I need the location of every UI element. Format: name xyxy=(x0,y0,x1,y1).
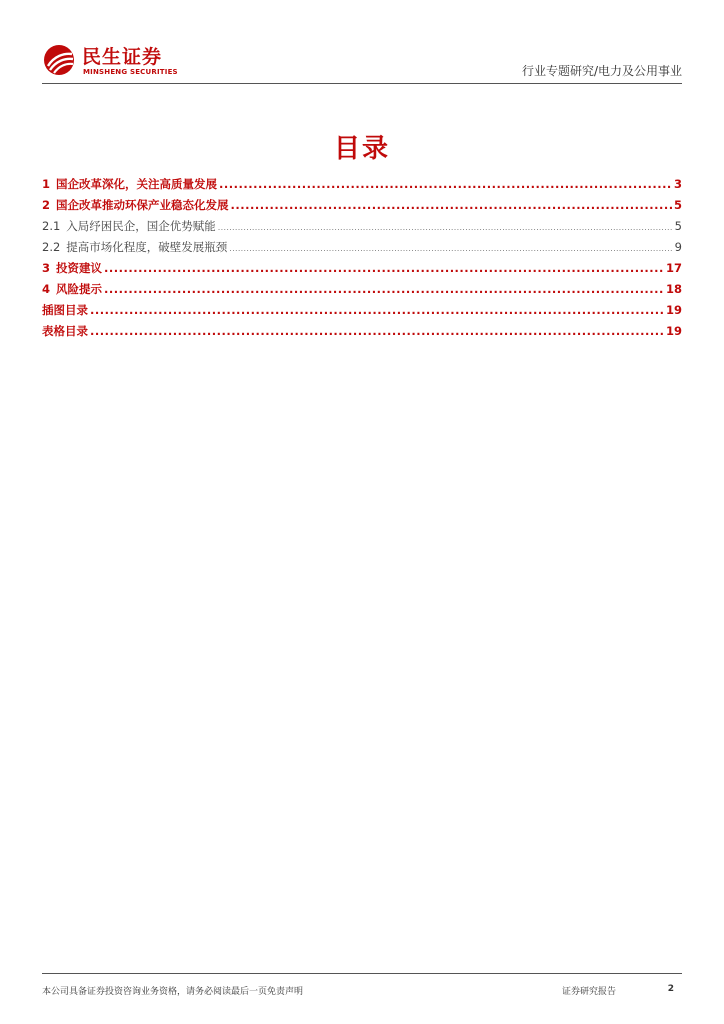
toc-entry-number: 1 xyxy=(42,177,51,191)
toc-entry-page: 19 xyxy=(665,303,682,317)
toc-entry[interactable] xyxy=(42,239,682,260)
toc-title: 目录 xyxy=(333,134,390,164)
brand-name-en: MINSHENG SECURITIES xyxy=(83,68,178,76)
page-header xyxy=(42,38,682,84)
toc-entry-label: 插图目录 xyxy=(42,303,88,317)
toc-entry-page: 19 xyxy=(665,324,682,338)
toc-entry-label: 入局纾困民企，国企优势赋能 xyxy=(66,219,216,233)
footer-report-type: 证券研究报告 xyxy=(562,987,617,997)
toc-entry-label: 国企改革深化，关注高质量发展 xyxy=(56,177,218,191)
toc-entry[interactable] xyxy=(42,218,682,239)
toc-entry-number: 2.2 xyxy=(42,240,61,254)
toc-entry[interactable] xyxy=(42,302,682,323)
toc-dot-leader xyxy=(229,240,672,254)
toc-entry[interactable] xyxy=(42,260,682,281)
footer-divider xyxy=(42,973,682,974)
report-category: 行业专题研究/电力及公用事业 xyxy=(521,64,682,78)
toc-entry-number: 3 xyxy=(42,261,51,275)
toc-entry[interactable] xyxy=(42,197,682,218)
toc-entry-label: 风险提示 xyxy=(56,282,103,296)
toc-entry-page: 5 xyxy=(673,198,682,212)
toc-entry-page: 18 xyxy=(665,282,682,296)
toc-dot-leader xyxy=(90,303,664,317)
toc-entry-page: 17 xyxy=(665,261,682,275)
toc-entry-number: 2 xyxy=(42,198,51,212)
page-number: 2 xyxy=(667,984,674,994)
toc-entry[interactable] xyxy=(42,281,682,302)
toc-dot-leader xyxy=(104,282,664,296)
toc-entry-label: 表格目录 xyxy=(42,324,88,338)
toc-entry-page: 5 xyxy=(674,219,682,233)
minsheng-logo-icon xyxy=(42,44,76,76)
toc-entry-label: 投资建议 xyxy=(56,261,103,275)
toc-entry-page: 9 xyxy=(674,240,682,254)
toc-entry-page: 3 xyxy=(673,177,682,191)
toc-entry-number: 2.1 xyxy=(42,219,61,233)
toc-dot-leader xyxy=(104,261,664,275)
toc-dot-leader xyxy=(218,219,673,233)
minsheng-logo xyxy=(42,40,192,80)
toc-entry-number: 4 xyxy=(42,282,51,296)
toc-dot-leader xyxy=(231,198,672,212)
toc-entry[interactable] xyxy=(42,176,682,197)
toc-entry[interactable] xyxy=(42,323,682,344)
footer-disclaimer: 本公司具备证券投资咨询业务资格，请务必阅读最后一页免责声明 xyxy=(42,987,304,997)
toc-dot-leader xyxy=(90,324,664,338)
toc-dot-leader xyxy=(219,177,672,191)
header-divider xyxy=(42,83,682,84)
table-of-contents xyxy=(42,176,682,344)
brand-name-cn: 民生证券 xyxy=(82,46,163,68)
toc-entry-label: 提高市场化程度，破壁发展瓶颈 xyxy=(66,240,228,254)
toc-entry-label: 国企改革推动环保产业稳态化发展 xyxy=(56,198,229,212)
